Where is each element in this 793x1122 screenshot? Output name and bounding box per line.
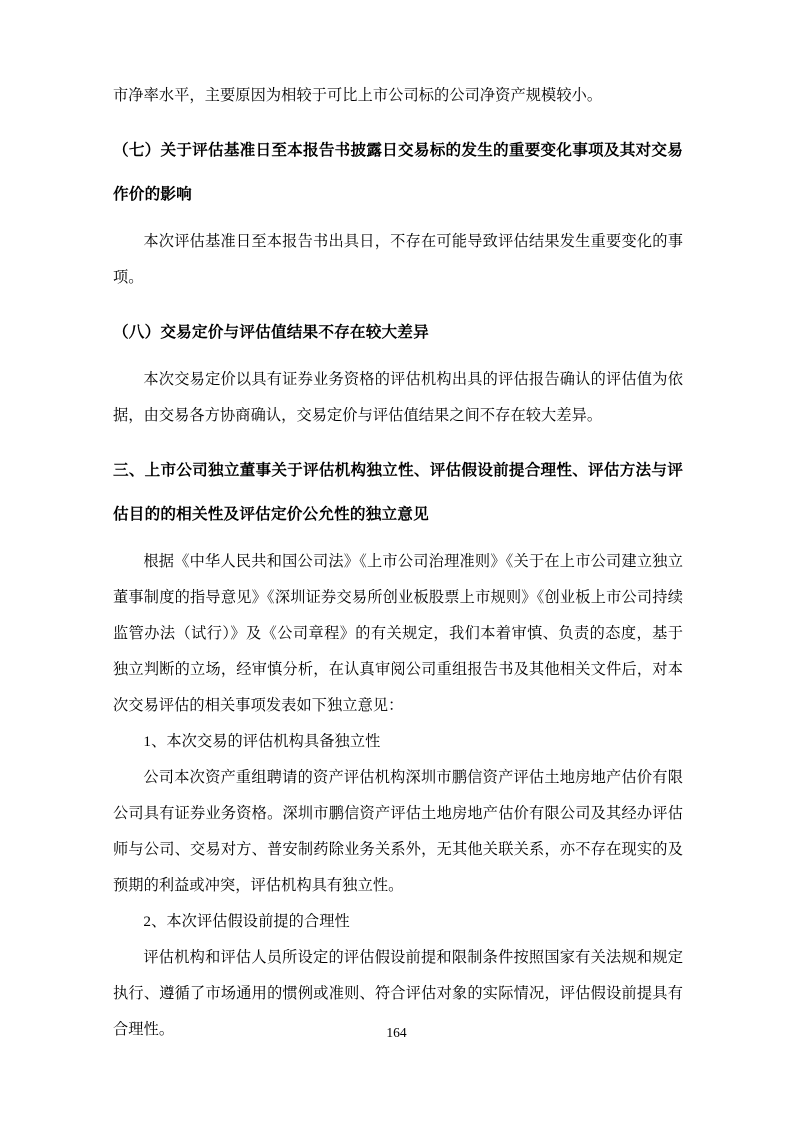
paragraph-seven-body: 本次评估基准日至本报告书出具日，不存在可能导致评估结果发生重要变化的事项。 <box>113 233 683 286</box>
page-number: 164 <box>386 1025 407 1040</box>
paragraph-item-2-title: 2、本次评估假设前提的合理性 <box>143 913 350 930</box>
page-content <box>113 78 683 1048</box>
paragraph-basis-regulations: 根据《中华人民共和国公司法》《上市公司治理准则》《关于在上市公司建立独立董事制度的指导意见》《深圳证券交易所创业板股票上市规则》《创业板上市公司持续监管办法（试行）》及《公司章程》的有关规定，我们本着审慎、负责的态度，基于独立判断的立场，经审慎分析，在认真审阅公司重组报告书及其他相关文件后，对本次交易评估的相关事项发表如下独立意见： <box>113 553 683 714</box>
spacer <box>113 114 683 128</box>
spacer <box>113 434 683 448</box>
paragraph-eight-body: 本次交易定价以具有证券业务资格的评估机构出具的评估报告确认的评估值为依据，由交易各方协商确认，交易定价与评估值结果之间不存在较大差异。 <box>113 371 683 424</box>
spacer <box>113 536 683 544</box>
paragraph-item-2-body: 评估机构和评估人员所设定的评估假设前提和限制条件按照国家有关法规和规定执行、遵循了市场通用的惯例或准则、符合评估对象的实际情况，评估假设前提具有合理性。 <box>113 949 683 1038</box>
section-heading-seven: （七）关于评估基准日至本报告书披露日交易标的发生的重要变化事项及其对交易作价的影响 <box>113 141 683 203</box>
spacer <box>113 296 683 310</box>
spacer <box>113 216 683 224</box>
section-heading-three: 三、上市公司独立董事关于评估机构独立性、评估假设前提合理性、评估方法与评估目的的相关性及评估定价公允性的独立意见 <box>113 461 683 523</box>
paragraph-continuation: 市净率水平，主要原因为相较于可比上市公司标的公司净资产规模较小。 <box>113 87 603 104</box>
section-heading-eight: （八）交易定价与评估值结果不存在较大差异 <box>113 323 429 341</box>
spacer <box>113 354 683 362</box>
paragraph-item-1-body: 公司本次资产重组聘请的资产评估机构深圳市鹏信资产评估土地房地产估价有限公司具有证券业务资格。深圳市鹏信资产评估土地房地产估价有限公司及其经办评估师与公司、交易对方、普安制药除业务关系外，无其他关联关系，亦不存在现实的及预期的利益或冲突，评估机构具有独立性。 <box>113 769 683 894</box>
paragraph-item-1-title: 1、本次交易的评估机构具备独立性 <box>143 733 381 750</box>
